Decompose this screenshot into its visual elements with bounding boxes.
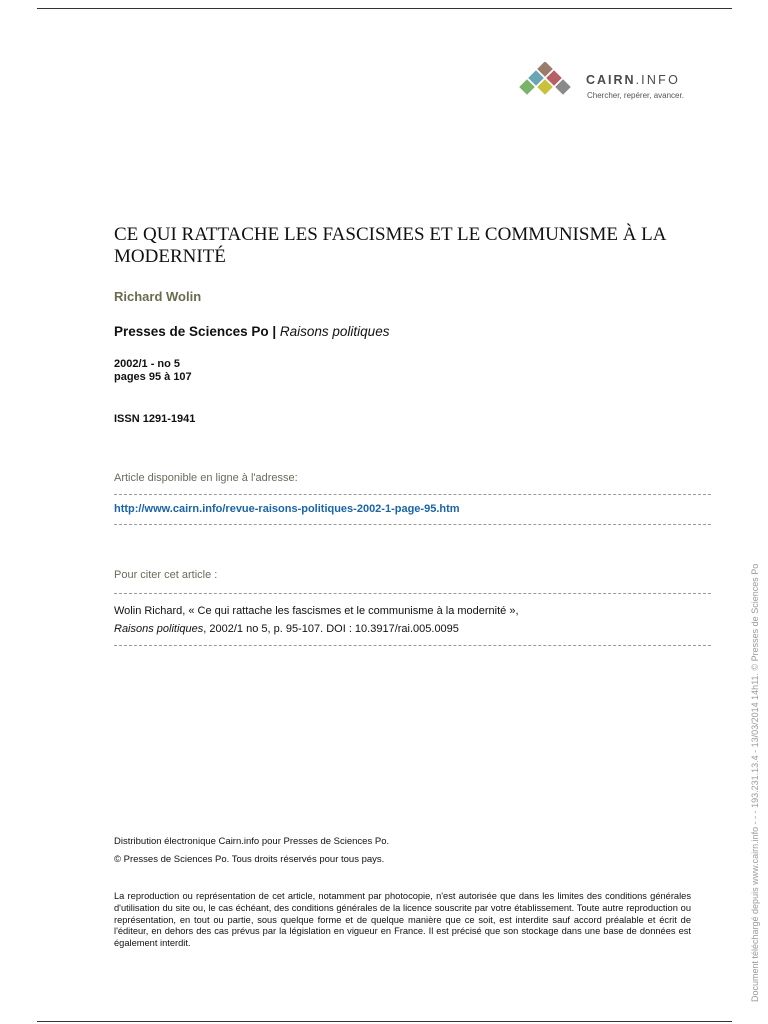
logo-tagline: Chercher, repérer, avancer.: [587, 91, 684, 100]
journal-name: Raisons politiques: [279, 324, 390, 339]
logo-dot: .: [635, 73, 642, 87]
citation: [114, 602, 519, 638]
logo-brand: CAIRN: [586, 73, 636, 87]
publisher-separator: |: [268, 324, 280, 339]
divider: [114, 494, 711, 495]
cite-label: Pour citer cet article :: [114, 569, 218, 581]
citation-line-1: Wolin Richard, « Ce qui rattache les fascismes et le communisme à la modernité »,: [114, 605, 519, 617]
bottom-rule: [37, 1021, 732, 1022]
legal-notice: La reproduction ou représentation de cet article, notamment par photocopie, n'est autorisée que dans les limites des conditions générales d'utilisation du site ou, le cas échéant, des conditions générales de la licence souscrite par votre établissement. Toute autre reproduction ou représentation, en tout ou partie, sous quelque forme et de quelque manière que ce soit, est interdite sauf accord préalable et écrit de l'éditeur, en dehors des cas prévus par la législation en vigueur en France. Il est précisé que son stockage dans une base de données est également interdit.: [114, 891, 691, 949]
article-url-link[interactable]: http://www.cairn.info/revue-raisons-politiques-2002-1-page-95.htm: [114, 503, 460, 515]
logo-wordmark: [586, 73, 680, 87]
distribution-notice: Distribution électronique Cairn.info pour Presses de Sciences Po.: [114, 836, 390, 847]
issue-pages: pages 95 à 107: [114, 371, 192, 383]
article-title: CE QUI RATTACHE LES FASCISMES ET LE COMMUNISME À LA MODERNITÉ: [114, 224, 666, 267]
download-watermark: Document téléchargé depuis www.cairn.info - - - 193.231.13.4 - 13/03/2014 14h11. © Presses de Sciences Po: [750, 563, 760, 1002]
copyright-notice: © Presses de Sciences Po. Tous droits réservés pour tous pays.: [114, 854, 385, 865]
citation-details: , 2002/1 no 5, p. 95-107. DOI : 10.3917/rai.005.0095: [203, 623, 459, 635]
citation-line-2: [114, 620, 519, 638]
divider: [114, 524, 711, 525]
issue-info: [114, 358, 192, 384]
cairn-diamonds-icon: [513, 62, 577, 102]
citation-journal: Raisons politiques: [114, 623, 204, 635]
publisher-line: [114, 324, 389, 339]
issue-number: 2002/1 - no 5: [114, 358, 181, 370]
issn: ISSN 1291-1941: [114, 413, 196, 425]
cairn-logo[interactable]: [513, 62, 713, 102]
publisher-name: Presses de Sciences Po: [114, 324, 269, 339]
logo-suffix: INFO: [641, 73, 681, 87]
top-rule: [37, 8, 732, 9]
divider: [114, 593, 711, 594]
divider: [114, 645, 711, 646]
article-author: Richard Wolin: [114, 289, 202, 304]
online-label: Article disponible en ligne à l'adresse:: [114, 472, 298, 484]
